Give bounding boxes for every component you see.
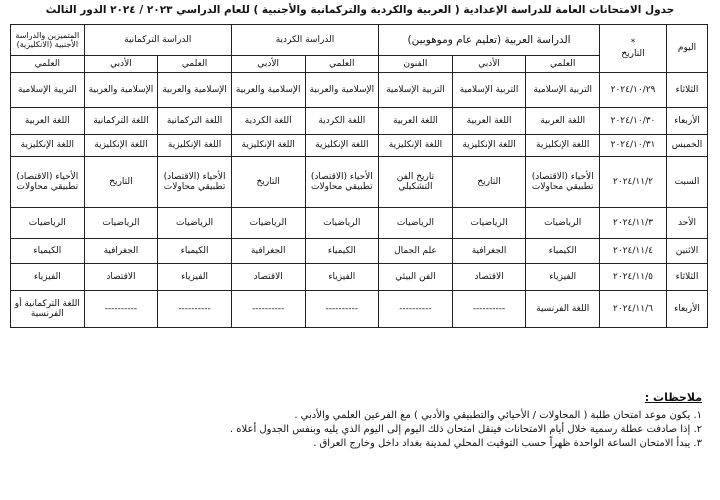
- date-cell: ٢٠٢٤/١١/٥: [600, 264, 667, 291]
- subject-cell: الإسلامية والعربية: [158, 73, 232, 108]
- subject-cell: الرياضيات: [305, 208, 379, 239]
- subject-cell: التربية الإسلامية: [526, 73, 600, 108]
- subject-cell: الفن البيئي: [379, 264, 453, 291]
- date-cell: ٢٠٢٤/١٠/٣٠: [600, 108, 667, 135]
- subject-cell: التاريخ: [84, 157, 158, 208]
- subject-cell: اللغة التركمانية: [158, 108, 232, 135]
- foreign-scientific-header: العلمي: [11, 56, 85, 73]
- table-row: [11, 108, 708, 135]
- subject-cell: اللغة الإنكليزية: [452, 135, 526, 157]
- subject-cell: الفيزياء: [11, 264, 85, 291]
- subject-cell: اللغة الإنكليزية: [158, 135, 232, 157]
- date-cell: ٢٠٢٤/١١/٦: [600, 291, 667, 328]
- notes-section: [22, 391, 702, 452]
- subject-cell: علم الجمال: [379, 239, 453, 264]
- subject-cell: الكيمياء: [11, 239, 85, 264]
- subject-cell: اللغة الكردية: [305, 108, 379, 135]
- date-cell: ٢٠٢٤/١٠/٢٩: [600, 73, 667, 108]
- group-header-row: [11, 25, 708, 56]
- subject-cell: اللغة التركمانية أو الفرنسية: [11, 291, 85, 328]
- subject-cell: اللغة العربية: [11, 108, 85, 135]
- kurdish-study-header: الدراسة الكردية: [231, 25, 378, 56]
- subject-cell: الكيمياء: [158, 239, 232, 264]
- subject-cell: الاقتصاد: [452, 264, 526, 291]
- note-item: ١. يكون موعد امتحان طلبة ( المحاولات / الأحيائي والتطبيقي والأدبي ) مع الفرعين العلمي والأدبي .: [294, 410, 702, 421]
- subject-cell: الرياضيات: [526, 208, 600, 239]
- date-cell: ٢٠٢٤/١١/٢: [600, 157, 667, 208]
- subject-cell: اللغة الكردية: [231, 108, 305, 135]
- date-cell: ٢٠٢٤/١٠/٣١: [600, 135, 667, 157]
- notes-title: ملاحظات :: [644, 391, 702, 404]
- subject-cell: الفيزياء: [526, 264, 600, 291]
- subject-cell: الرياضيات: [379, 208, 453, 239]
- subject-cell: اللغة الإنكليزية: [379, 135, 453, 157]
- subject-cell: الفيزياء: [305, 264, 379, 291]
- subject-cell: اللغة العربية: [452, 108, 526, 135]
- table-row: [11, 157, 708, 208]
- subject-cell: الاقتصاد: [84, 264, 158, 291]
- subject-cell: اللغة الإنكليزية: [526, 135, 600, 157]
- day-cell: الأحد: [667, 208, 708, 239]
- subject-cell: الجغرافية: [84, 239, 158, 264]
- arabic-study-header: الدراسة العربية (تعليم عام وموهوبين): [379, 25, 600, 56]
- turkmen-study-header: الدراسة التركمانية: [84, 25, 231, 56]
- table-row: [11, 239, 708, 264]
- subject-cell: الكيمياء: [305, 239, 379, 264]
- subject-cell: التربية الإسلامية: [11, 73, 85, 108]
- subject-cell: اللغة الإنكليزية: [84, 135, 158, 157]
- subject-cell: الرياضيات: [11, 208, 85, 239]
- date-header-label: التاريخ: [621, 48, 645, 59]
- exam-schedule-table: [10, 24, 708, 328]
- subject-cell: اللغة العربية: [379, 108, 453, 135]
- subject-cell: الإسلامية والعربية: [305, 73, 379, 108]
- day-cell: الأربعاء: [667, 108, 708, 135]
- subject-cell: ----------: [452, 291, 526, 328]
- day-cell: الأربعاء: [667, 291, 708, 328]
- subject-cell: ----------: [84, 291, 158, 328]
- subject-cell: الإسلامية والعربية: [84, 73, 158, 108]
- day-cell: الثلاثاء: [667, 264, 708, 291]
- subject-cell: اللغة الفرنسية: [526, 291, 600, 328]
- subject-cell: التربية الإسلامية: [452, 73, 526, 108]
- subject-cell: الرياضيات: [158, 208, 232, 239]
- turkmen-literary-header: الأدبي: [84, 56, 158, 73]
- day-cell: الاثنين: [667, 239, 708, 264]
- foreign-study-header: المتميزين والدراسة الأجنبية (الانكليزية): [11, 25, 85, 56]
- subject-cell: ----------: [158, 291, 232, 328]
- subject-cell: ----------: [305, 291, 379, 328]
- subject-cell: التاريخ: [231, 157, 305, 208]
- subject-cell: الرياضيات: [452, 208, 526, 239]
- subject-cell: تاريخ الفن التشكيلي: [379, 157, 453, 208]
- day-header: اليوم: [667, 25, 708, 73]
- subject-cell: اللغة الإنكليزية: [305, 135, 379, 157]
- subject-cell: الاقتصاد: [231, 264, 305, 291]
- arabic-scientific-header: العلمي: [526, 56, 600, 73]
- subject-cell: الرياضيات: [231, 208, 305, 239]
- table-row: [11, 208, 708, 239]
- subject-cell: الأحياء (الاقتصاد) تطبيقي محاولات: [11, 157, 85, 208]
- subject-cell: التاريخ: [452, 157, 526, 208]
- subject-cell: اللغة الإنكليزية: [231, 135, 305, 157]
- day-cell: الثلاثاء: [667, 73, 708, 108]
- day-cell: الخميس: [667, 135, 708, 157]
- page-title: جدول الامتحانات العامة للدراسة الإعدادية ( العربية والكردية والتركمانية والأجنبية ) للعام الدراسي ٢٠٢٣ / ٢٠٢٤ الدور الثالث: [45, 4, 675, 16]
- subject-cell: اللغة العربية: [526, 108, 600, 135]
- arabic-arts-header: الفنون: [379, 56, 453, 73]
- subject-cell: الجغرافية: [452, 239, 526, 264]
- note-item: ٣. يبدأ الامتحان الساعة الواحدة ظهراً حسب التوقيت المحلي لمدينة بغداد داخل وخارج العراق .: [313, 438, 702, 449]
- kurdish-literary-header: الأدبي: [231, 56, 305, 73]
- date-header: [600, 25, 667, 73]
- subject-cell: اللغة التركمانية: [84, 108, 158, 135]
- subject-cell: الأحياء (الاقتصاد) تطبيقي محاولات: [158, 157, 232, 208]
- subject-cell: الكيمياء: [526, 239, 600, 264]
- day-cell: السبت: [667, 157, 708, 208]
- table-row: [11, 291, 708, 328]
- date-cell: ٢٠٢٤/١١/٣: [600, 208, 667, 239]
- subject-cell: الفيزياء: [158, 264, 232, 291]
- turkmen-scientific-header: العلمي: [158, 56, 232, 73]
- subject-cell: الرياضيات: [84, 208, 158, 239]
- subject-cell: التربية الإسلامية: [379, 73, 453, 108]
- subject-cell: ----------: [379, 291, 453, 328]
- table-row: [11, 73, 708, 108]
- table-row: [11, 264, 708, 291]
- kurdish-scientific-header: العلمي: [305, 56, 379, 73]
- subject-cell: اللغة الإنكليزية: [11, 135, 85, 157]
- arabic-literary-header: الأدبي: [452, 56, 526, 73]
- date-header-mark: *: [630, 38, 636, 49]
- note-item: ٢. إذا صادفت عطلة رسمية خلال أيام الامتحانات فينقل امتحان ذلك اليوم إلى اليوم الذي يليه وبنفس الجدول أعلاه .: [229, 424, 702, 435]
- subject-cell: الجغرافية: [231, 239, 305, 264]
- subject-cell: الأحياء (الاقتصاد) تطبيقي محاولات: [526, 157, 600, 208]
- subject-cell: الأحياء (الاقتصاد) تطبيقي محاولات: [305, 157, 379, 208]
- table-row: [11, 135, 708, 157]
- date-cell: ٢٠٢٤/١١/٤: [600, 239, 667, 264]
- subject-cell: الإسلامية والعربية: [231, 73, 305, 108]
- subject-cell: ----------: [231, 291, 305, 328]
